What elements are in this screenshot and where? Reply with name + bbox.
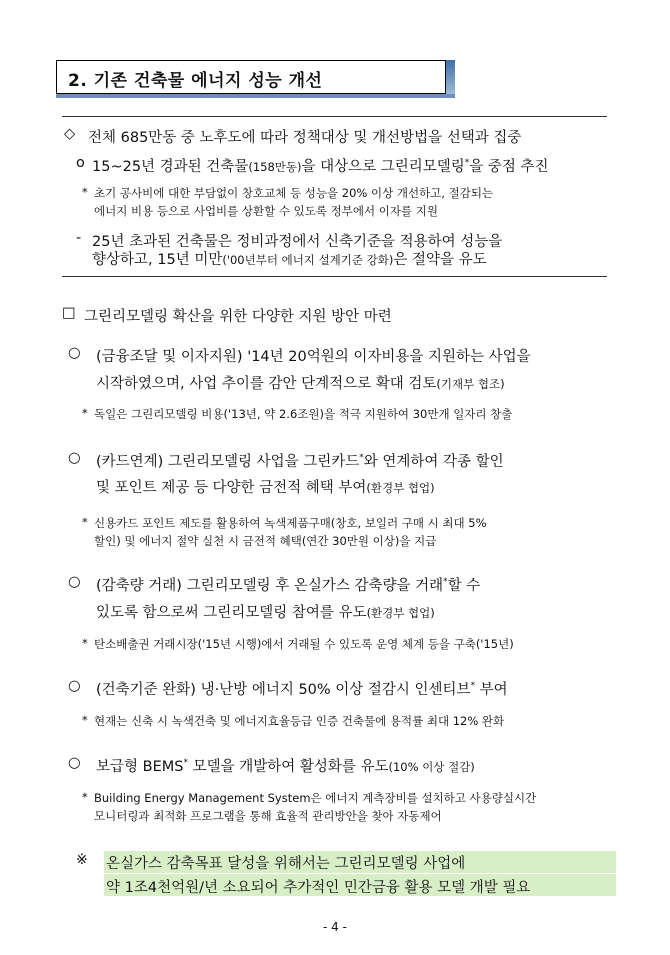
title-box-shadow — [446, 60, 455, 94]
item5-line1a: 보급형 BEMS — [96, 759, 184, 775]
summary-sub-sup: * — [464, 158, 470, 169]
item2-line1 — [96, 450, 504, 471]
summary-sub — [92, 155, 549, 176]
item3-line2b: (환경부 협업) — [366, 606, 435, 620]
item2-mark: ○ — [68, 450, 81, 466]
item1-mark: ○ — [68, 345, 81, 361]
summary-sub-b: (158만동) — [248, 160, 302, 174]
item5-line1b: 모델을 개발하여 활성화를 유도 — [187, 759, 389, 775]
item4-line1b: 부여 — [475, 682, 508, 698]
item1-line2a: 시작하였으며, 사업 추이를 감안 단계적으로 확대 검토 — [96, 376, 437, 392]
item3-line1a: (감축량 거래) 그린리모델링 후 온실가스 감축량을 거래 — [96, 578, 444, 594]
summary-dash-line2 — [92, 248, 487, 269]
main-heading-mark: □ — [62, 305, 76, 321]
item5-line1-sup: * — [183, 758, 188, 769]
item2-note2: 할인) 및 에너지 절약 실천 시 금전적 혜택(연간 30만원 이상)을 지급 — [94, 534, 437, 548]
conclusion-line1: 온실가스 감축목표 달성을 위해서는 그린리모델링 사업에 — [106, 856, 466, 872]
item3-mark: ○ — [68, 574, 81, 590]
summary-dash-line2a: 향상하고, 15년 미만 — [92, 252, 223, 268]
item3-line2 — [96, 601, 435, 622]
item2-line2b: (환경부 협업) — [366, 481, 435, 495]
item2-note-mark: * — [82, 515, 88, 529]
item2-line1b: 와 연계하여 각종 할인 — [363, 454, 504, 470]
item1-note1: 독일은 그린리모델링 비용('13년, 약 2.6조원)을 적극 지원하여 30만개 일자리 창출 — [94, 407, 513, 421]
summary-note-line1: 초기 공사비에 대한 부담없이 창호교체 등 성능을 20% 이상 개선하고, 절감되는 — [94, 186, 494, 200]
title-box-shadow-bottom — [56, 94, 455, 98]
item5-line1c: (10% 이상 절감) — [388, 760, 475, 774]
item1-note-mark: * — [82, 406, 88, 420]
item1-line1: (금융조달 및 이자지원) '14년 20억원의 이자비용을 지원하는 사업을 — [96, 349, 531, 365]
item4-line1 — [96, 678, 508, 699]
main-heading: 그린리모델링 확산을 위한 다양한 지원 방안 마련 — [84, 309, 392, 325]
item5-note2: 모니터링과 최적화 프로그램을 통해 효율적 관리방안을 찾아 자동제어 — [94, 809, 442, 823]
summary-note-line2: 에너지 비용 등으로 사업비를 상환할 수 있도록 정부에서 이자를 지원 — [94, 204, 438, 218]
item1-line2b: (기재부 협조) — [436, 377, 505, 391]
item4-note-mark: * — [82, 713, 88, 727]
section-title: 2. 기존 건축물 에너지 성능 개선 — [68, 71, 323, 91]
summary-sub-mark: o — [76, 155, 85, 171]
summary-bottom-rule — [62, 276, 607, 277]
summary-sub-a: 15~25년 경과된 건축물 — [92, 159, 249, 175]
item4-line1a: (건축기준 완화) 냉·난방 에너지 50% 이상 절감시 인센티브 — [96, 682, 471, 698]
item3-line1-sup: * — [443, 577, 448, 588]
item1-line2 — [96, 372, 505, 393]
item5-note-mark: * — [82, 790, 88, 804]
item2-line1a: (카드연계) 그린리모델링 사업을 그린카드 — [96, 454, 360, 470]
summary-top-rule — [62, 116, 607, 117]
item2-line1-sup: * — [359, 453, 364, 464]
item4-line1-sup: * — [470, 681, 476, 692]
item5-mark: ○ — [68, 755, 81, 771]
page-number: - 4 - — [323, 920, 347, 934]
item3-note1: 탄소배출권 거래시장('15년 시행)에서 거래될 수 있도록 운영 체계 등을 구축('15년) — [94, 637, 514, 651]
item3-line2a: 있도록 함으로써 그린리모델링 참여를 유도 — [96, 605, 367, 621]
item5-note1: Building Energy Management System은 에너지 계측장비를 설치하고 사용량실시간 — [94, 791, 537, 805]
summary-head: 전체 685만동 중 노후도에 따라 정책대상 및 개선방법을 선택과 집중 — [88, 130, 522, 146]
item4-note1: 현재는 신축 시 녹색건축 및 에너지효율등급 인증 건축물에 용적률 최대 12% 완화 — [94, 714, 505, 728]
summary-dash-mark: - — [76, 230, 82, 246]
summary-note-mark: * — [82, 185, 88, 199]
summary-dash-line1: 25년 초과된 건축물은 정비과정에서 신축기준을 적용하여 성능을 — [92, 234, 503, 250]
summary-sub-c: 을 대상으로 그린리모델링 — [301, 159, 465, 175]
conclusion-line2: 약 1조4천억원/년 소요되어 추가적인 민간금융 활용 모델 개발 필요 — [106, 880, 531, 896]
conclusion-mark: ※ — [76, 852, 88, 868]
item5-line1 — [96, 755, 475, 776]
summary-head-mark: ◇ — [64, 126, 76, 142]
summary-dash-line2c: 은 절약을 유도 — [393, 252, 487, 268]
item3-line1b: 할 수 — [447, 578, 481, 594]
item3-note-mark: * — [82, 636, 88, 650]
item2-note1: 신용카드 포인트 제도를 활용하여 녹색제품구매(창호, 보일러 구매 시 최대 5% — [94, 516, 487, 530]
summary-dash-line2b: ('00년부터 에너지 설계기준 강화) — [222, 253, 394, 267]
item2-line2 — [96, 476, 435, 497]
item3-line1 — [96, 574, 480, 595]
item4-mark: ○ — [68, 678, 81, 694]
summary-sub-d: 을 중점 추진 — [469, 159, 549, 175]
item2-line2a: 및 포인트 제공 등 다양한 금전적 혜택 부여 — [96, 480, 367, 496]
